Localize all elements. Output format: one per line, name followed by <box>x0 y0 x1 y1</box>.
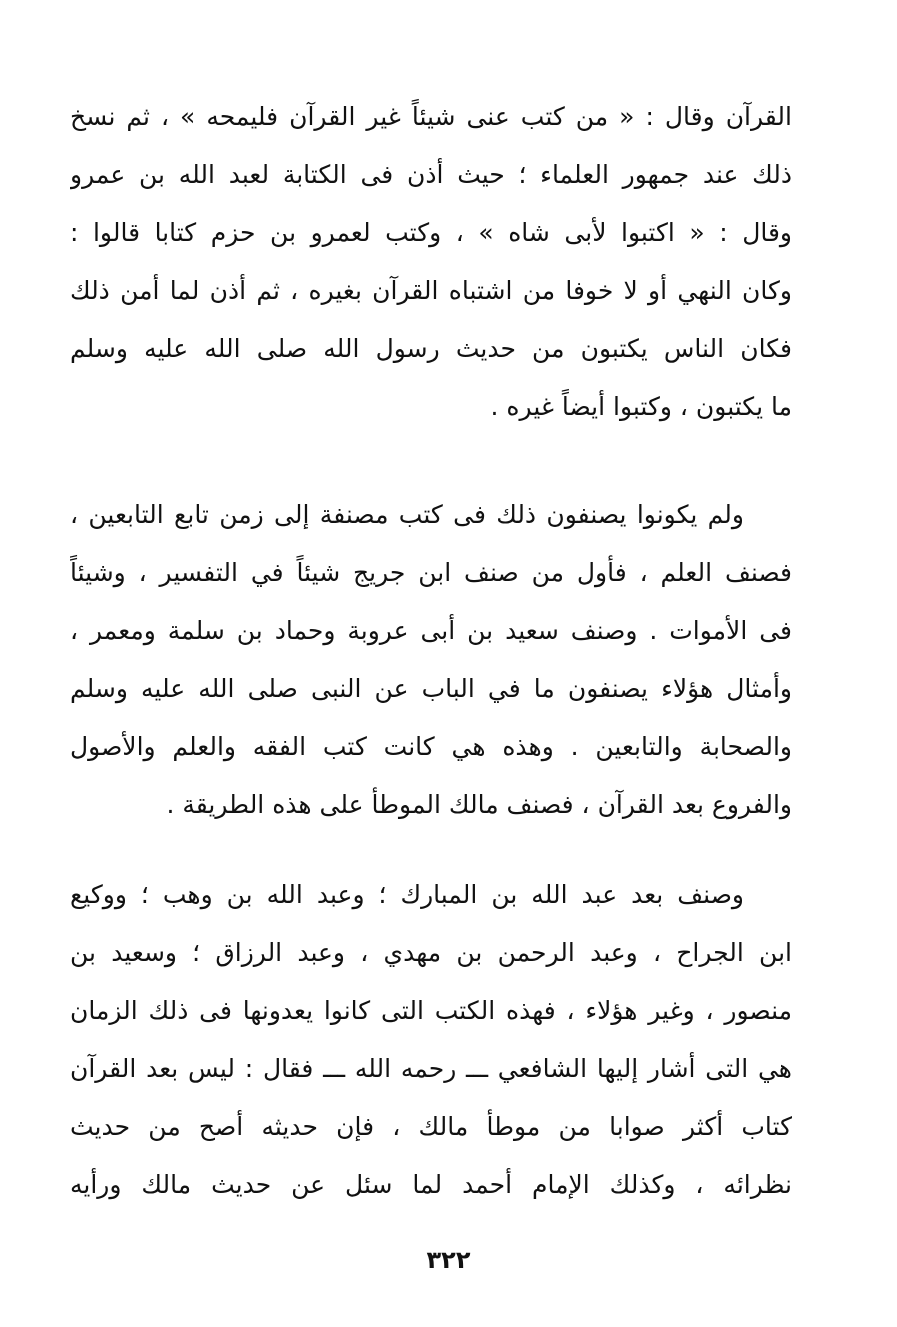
paragraph-3-line-4: هي التى أشار إليها الشافعي ـــ رحمه الله ـــ فقال : ليس بعد القرآن <box>70 1054 792 1083</box>
paragraph-2-line-4: وأمثال هؤلاء يصنفون ما في الباب عن النبى صلى الله عليه وسلم <box>70 674 792 703</box>
paragraph-1-line-1: القرآن وقال : « من كتب عنى شيئاً غير القرآن فليمحه » ، ثم نسخ <box>70 102 792 131</box>
paragraph-2-line-6: والفروع بعد القرآن ، فصنف مالك الموطأ على هذه الطريقة . <box>166 790 792 819</box>
paragraph-1-line-2: ذلك عند جمهور العلماء ؛ حيث أذن فى الكتابة لعبد الله بن عمرو <box>70 160 792 189</box>
paragraph-1-line-4: وكان النهي أو لا خوفا من اشتباه القرآن بغيره ، ثم أذن لما أمن ذلك <box>70 276 792 305</box>
paragraph-3-line-2: ابن الجراح ، وعبد الرحمن بن مهدي ، وعبد الرزاق ؛ وسعيد بن <box>70 938 792 967</box>
paragraph-3-line-1: وصنف بعد عبد الله بن المبارك ؛ وعبد الله بن وهب ؛ ووكيع <box>70 880 744 909</box>
paragraph-1 <box>70 88 792 436</box>
paragraph-2-line-2: فصنف العلم ، فأول من صنف ابن جريج شيئاً في التفسير ، وشيئاً <box>70 558 792 587</box>
paragraph-2-line-3: فى الأموات . وصنف سعيد بن أبى عروبة وحماد بن سلمة ومعمر ، <box>70 616 792 645</box>
paragraph-2-line-5: والصحابة والتابعين . وهذه هي كانت كتب الفقه والعلم والأصول <box>70 732 792 761</box>
paragraph-3-line-5: كتاب أكثر صوابا من موطأ مالك ، فإن حديثه أصح من حديث <box>70 1112 792 1141</box>
paragraph-1-line-5: فكان الناس يكتبون من حديث رسول الله صلى الله عليه وسلم <box>70 334 792 363</box>
page-number: ٣٢٢ <box>426 1246 471 1274</box>
paragraph-3-line-6: نظرائه ، وكذلك الإمام أحمد لما سئل عن حديث مالك ورأيه <box>70 1170 792 1199</box>
paragraph-1-line-3: وقال : « اكتبوا لأبى شاه » ، وكتب لعمرو بن حزم كتابا قالوا : <box>70 218 792 247</box>
paragraph-3 <box>70 866 792 1214</box>
paragraph-2-line-1: ولم يكونوا يصنفون ذلك فى كتب مصنفة إلى زمن تابع التابعين ، <box>70 500 744 529</box>
paragraph-2 <box>70 486 792 834</box>
paragraph-3-line-3: منصور ، وغير هؤلاء ، فهذه الكتب التى كانوا يعدونها فى ذلك الزمان <box>70 996 792 1025</box>
paragraph-1-line-6: ما يكتبون ، وكتبوا أيضاً غيره . <box>490 392 792 421</box>
